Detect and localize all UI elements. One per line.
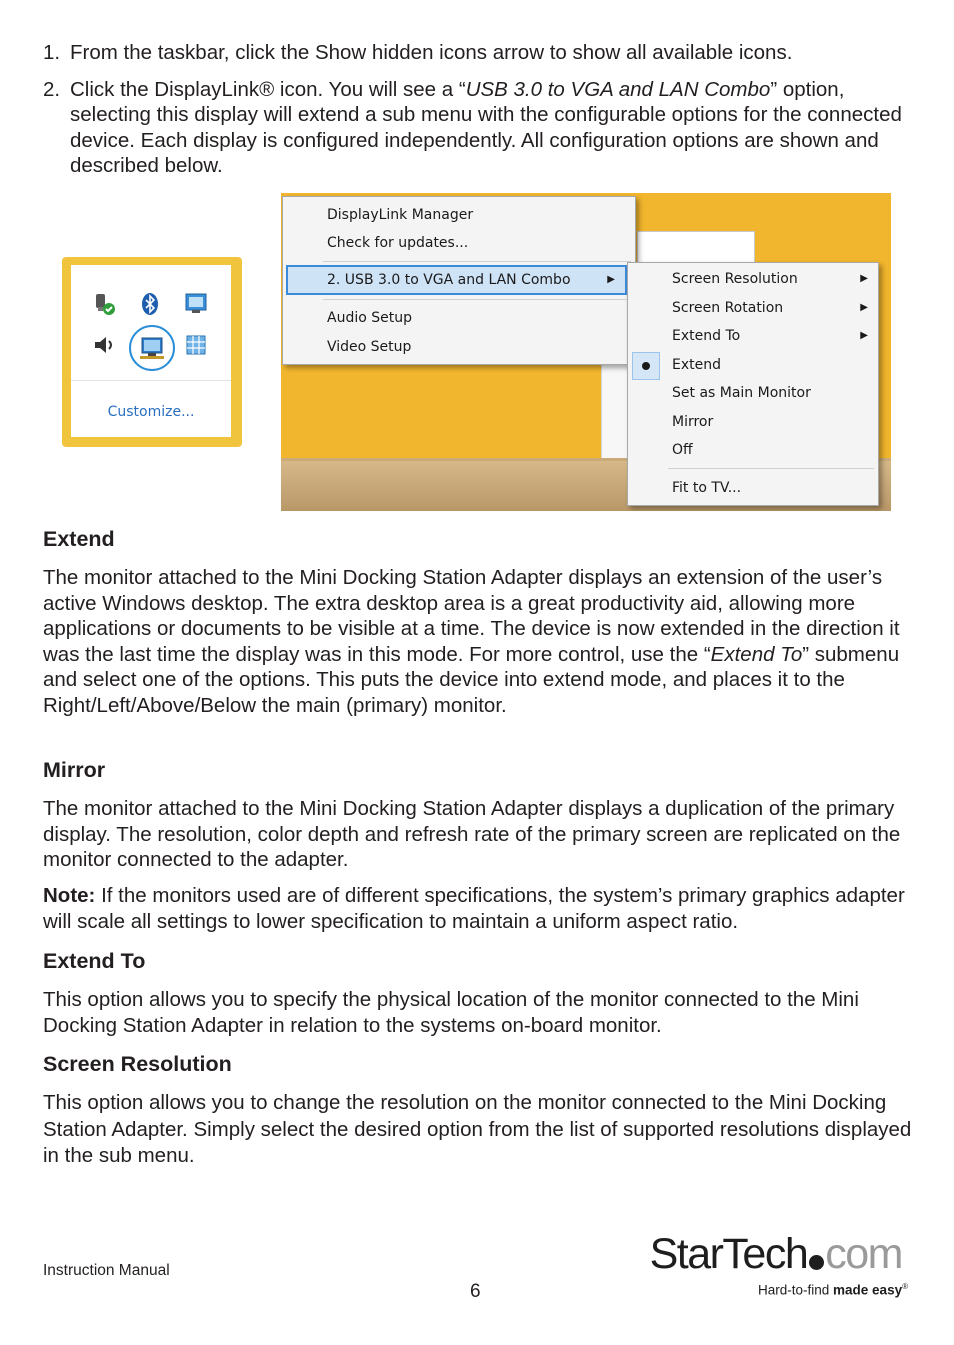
section-body-screen-resolution: This option allows you to change the resolution on the monitor connected to the Mini Docking Station Adapter. Simply select the desired option from the list of supported resolutions displayed in the sub menu.: [43, 1091, 912, 1167]
step-text: From the taskbar, click the Show hidden icons arrow to show all available icons.: [70, 41, 793, 64]
menu-item-check-updates[interactable]: Check for updates...: [327, 235, 469, 251]
customize-link[interactable]: Customize...: [107, 404, 195, 420]
page-number: 6: [470, 1281, 481, 1302]
device-submenu: [627, 262, 879, 506]
menu-item-audio-setup[interactable]: Audio Setup: [327, 310, 412, 326]
logo-wordmark: [650, 1230, 902, 1279]
logo-dot-icon: [809, 1255, 824, 1270]
logo-left: StarTech: [649, 1230, 808, 1278]
menu-item-displaylink-manager[interactable]: DisplayLink Manager: [327, 207, 474, 223]
tagline-reg: ®: [902, 1282, 908, 1291]
submenu-item-off[interactable]: Off: [672, 442, 693, 458]
section-heading-screen-resolution: Screen Resolution: [43, 1052, 232, 1076]
menu-item-usb-device[interactable]: [286, 265, 627, 295]
section-body-extend-to: This option allows you to specify the physical location of the monitor connected to the Mini Docking Station Adapter in relation to the systems on-board monitor.: [43, 988, 859, 1037]
extend-text-italic: Extend To: [710, 642, 803, 666]
submenu-arrow-icon: ▶: [860, 330, 868, 341]
steps-list: [43, 40, 923, 190]
tray-overflow-panel: [62, 257, 242, 447]
tagline-bold: made easy: [833, 1282, 903, 1298]
tray-divider: [71, 380, 231, 381]
submenu-item-label: Screen Resolution: [672, 271, 798, 287]
submenu-item-screen-resolution[interactable]: [628, 266, 878, 292]
submenu-item-label: Extend To: [672, 328, 741, 344]
submenu-item-extend-to[interactable]: [628, 323, 878, 349]
extend-text-pre: The monitor attached to the Mini Docking Station Adapter displays an extension of the user’s active Windows desktop. The extra desktop area is a great productivity aid, allowing more applications or documents to be visible at a time. The device is now extended in the direction it was the last time the display was in this mode. For more control, use the “: [43, 566, 900, 666]
step-2: [43, 77, 923, 179]
startech-logo: [649, 1230, 908, 1302]
menu-separator: [668, 468, 874, 469]
logo-tagline: [758, 1282, 908, 1298]
section-heading-extend-to: Extend To: [43, 949, 146, 973]
submenu-arrow-icon: ▶: [860, 302, 868, 313]
submenu-item-set-main-monitor[interactable]: Set as Main Monitor: [672, 385, 811, 401]
menu-separator: [323, 261, 631, 262]
submenu-arrow-icon: ▶: [860, 273, 868, 284]
submenu-item-extend[interactable]: Extend: [672, 357, 721, 373]
network-monitor-icon[interactable]: [183, 291, 209, 317]
step-number: 1.: [43, 41, 61, 64]
menu-item-usb-device-label: 2. USB 3.0 to VGA and LAN Combo: [327, 272, 571, 288]
note-label: Note:: [43, 884, 96, 907]
submenu-item-mirror[interactable]: Mirror: [672, 414, 714, 430]
menu-separator: [323, 299, 631, 300]
section-heading-mirror: Mirror: [43, 758, 106, 782]
displaylink-icon[interactable]: [129, 325, 175, 371]
submenu-item-screen-rotation[interactable]: [628, 295, 878, 321]
section-body-extend: [43, 565, 923, 719]
note-text: If the monitors used are of different specifications, the system’s primary graphics adapter will scale all settings to lower specification to maintain a uniform aspect ratio.: [43, 884, 905, 933]
submenu-arrow-icon: ▶: [607, 274, 615, 285]
grid-app-icon[interactable]: [183, 332, 209, 358]
step-text-italic: USB 3.0 to VGA and LAN Combo: [465, 77, 771, 101]
mirror-note: [43, 883, 923, 934]
extend-text-post: ” submenu and select one of the options. This puts the device into extend mode, and places it to the Right/Left/Above/Below the main (primary) monitor.: [43, 642, 900, 717]
menu-item-video-setup[interactable]: Video Setup: [327, 339, 412, 355]
tagline-pre: Hard-to-find: [758, 1282, 834, 1298]
footer-manual-label: Instruction Manual: [43, 1262, 170, 1279]
section-heading-extend: Extend: [43, 527, 115, 551]
step-text-post: ” option, selecting this display will extend a sub menu with the configurable options for the connected device. Each display is configured independently. All configuration options are shown and described below.: [70, 77, 902, 177]
step-number: 2.: [43, 77, 61, 101]
logo-right: com: [825, 1230, 902, 1278]
bluetooth-icon[interactable]: [137, 291, 163, 317]
section-body-mirror: The monitor attached to the Mini Docking Station Adapter displays a duplication of the primary display. The resolution, color depth and refresh rate of the primary screen are replicated on the monitor connected to the adapter.: [43, 797, 901, 872]
displaylink-menu: [282, 196, 636, 365]
step-1: [43, 40, 923, 66]
step-text-pre: Click the DisplayLink® icon. You will see a “: [70, 77, 466, 101]
submenu-item-fit-to-tv[interactable]: Fit to TV...: [672, 480, 742, 496]
menu-screenshot: [281, 193, 891, 511]
tray-panel-body: [71, 265, 231, 437]
speaker-icon[interactable]: [91, 332, 117, 358]
submenu-item-label: Screen Rotation: [672, 300, 784, 316]
usb-check-icon[interactable]: [91, 291, 117, 317]
